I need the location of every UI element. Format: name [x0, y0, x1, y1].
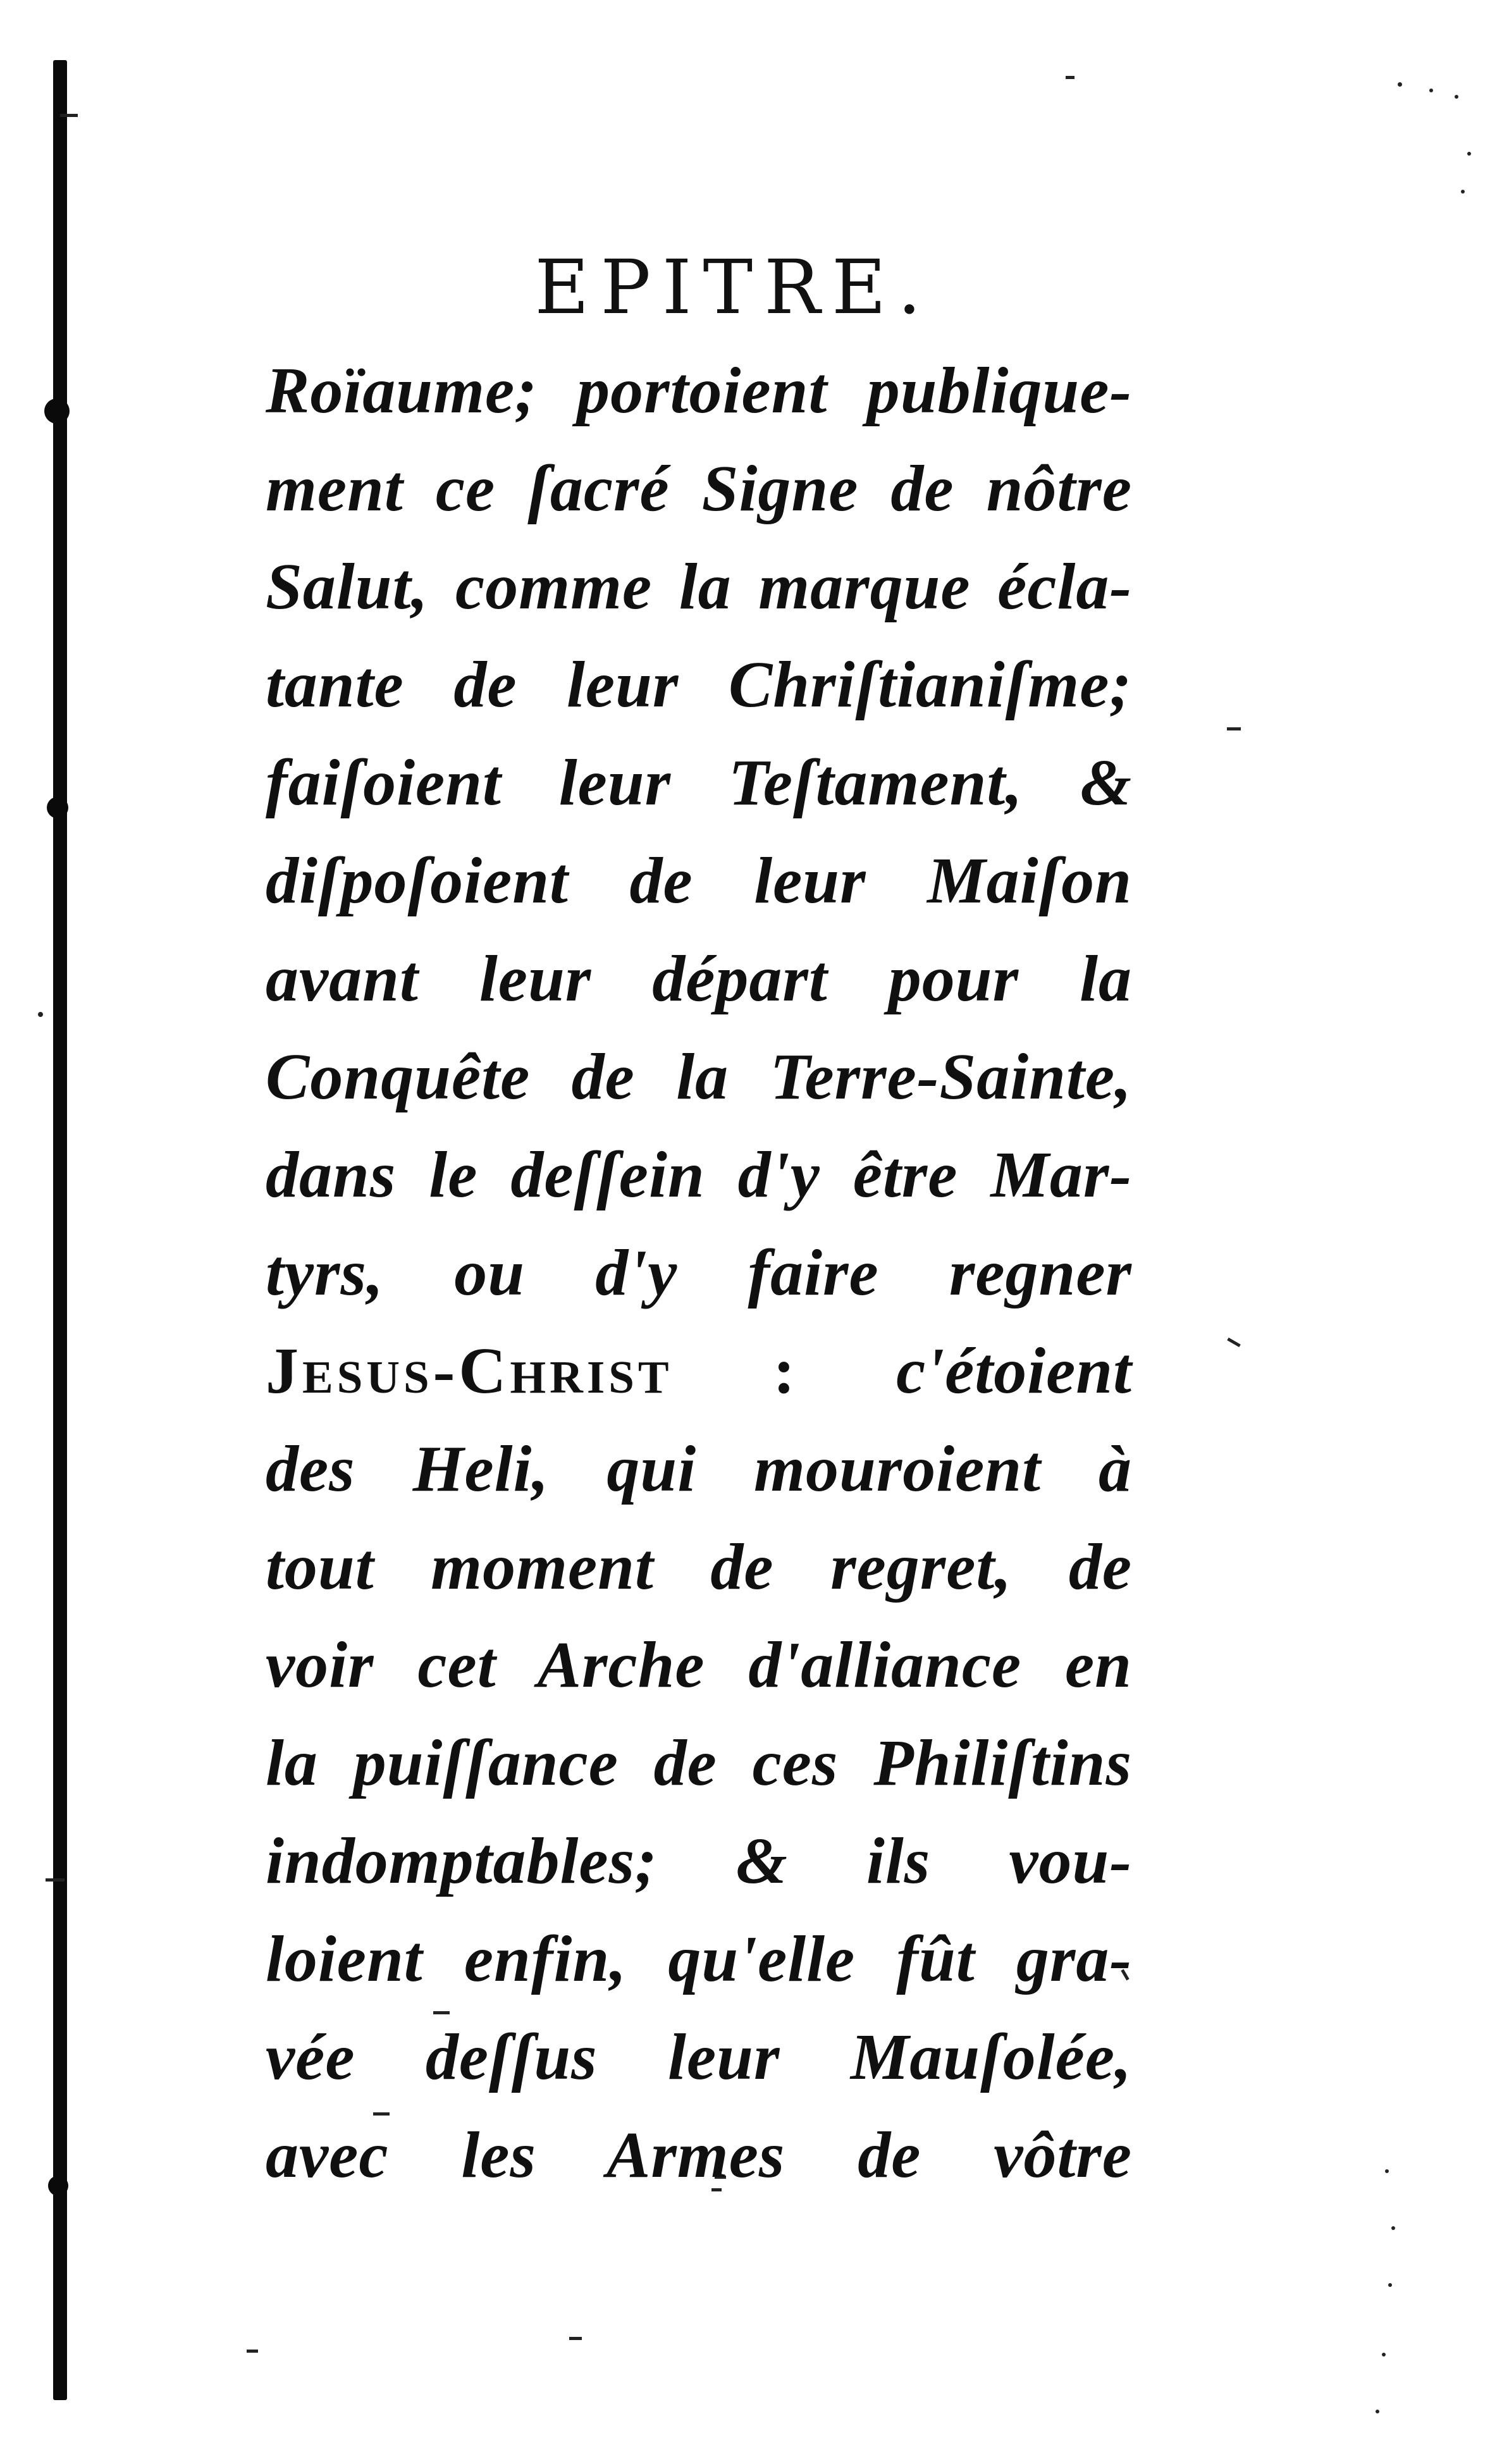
- text-line: diſpoſoient de leur Maiſon: [266, 844, 1132, 917]
- print-mark: [1429, 89, 1433, 92]
- print-mark: [60, 114, 78, 117]
- print-mark: [46, 1878, 65, 1882]
- text-line: tyrs, ou d'y faire regner: [266, 1236, 1132, 1309]
- text-line: vée deſſus leur Mauſolée,: [266, 2021, 1132, 2093]
- print-mark: [1227, 1338, 1241, 1347]
- text-line: Roïaume; portoient publique-: [266, 354, 1132, 427]
- text-line: la puiſſance de ces Philiſtins: [266, 1727, 1132, 1799]
- text-line: tout moment de regret, de: [266, 1531, 1132, 1603]
- print-mark: [1467, 152, 1471, 156]
- print-mark: [1391, 2226, 1395, 2230]
- print-mark: [569, 2337, 582, 2340]
- text-fragment: c'étoient: [896, 1334, 1132, 1407]
- text-line: indomptables; & ils vou-: [266, 1825, 1132, 1897]
- print-mark: [247, 2350, 258, 2353]
- print-mark: [1461, 190, 1465, 194]
- print-mark: [1382, 2353, 1386, 2356]
- body-text: [266, 342, 1132, 2204]
- print-mark: [1066, 76, 1074, 79]
- text-line: tante de leur Chriſtianiſme;: [266, 648, 1132, 721]
- text-line: [266, 1322, 1132, 1420]
- print-mark: [1376, 2410, 1379, 2413]
- page-heading: EPITRE.: [534, 243, 933, 331]
- print-mark: [1388, 2283, 1392, 2287]
- text-line: avec les Armes de vôtre: [266, 2119, 1132, 2191]
- text-line: loient enfin, qu'elle fût gra-: [266, 1923, 1132, 1995]
- text-line: ment ce ſacré Signe de nôtre: [266, 452, 1132, 525]
- text-line: faiſoient leur Teſtament, &: [266, 746, 1132, 819]
- text-line: Conquête de la Terre-Sainte,: [266, 1040, 1132, 1113]
- print-mark: [1227, 727, 1241, 730]
- text-line: Salut, comme la marque écla-: [266, 550, 1132, 623]
- print-mark: [1455, 95, 1458, 99]
- binding-notch: [48, 2176, 68, 2196]
- print-mark: [38, 1012, 43, 1017]
- smallcaps-name: Jesus-Christ :: [266, 1334, 799, 1407]
- text-line: des Heli, qui mouroient à: [266, 1432, 1132, 1505]
- binding-notch: [47, 797, 68, 818]
- binding-notch: [44, 398, 70, 424]
- print-mark: [1398, 82, 1402, 87]
- text-line: dans le deſſein d'y être Mar-: [266, 1138, 1132, 1211]
- text-line: voir cet Arche d'alliance en: [266, 1629, 1132, 1701]
- text-line: avant leur départ pour la: [266, 942, 1132, 1015]
- print-mark: [1385, 2169, 1389, 2173]
